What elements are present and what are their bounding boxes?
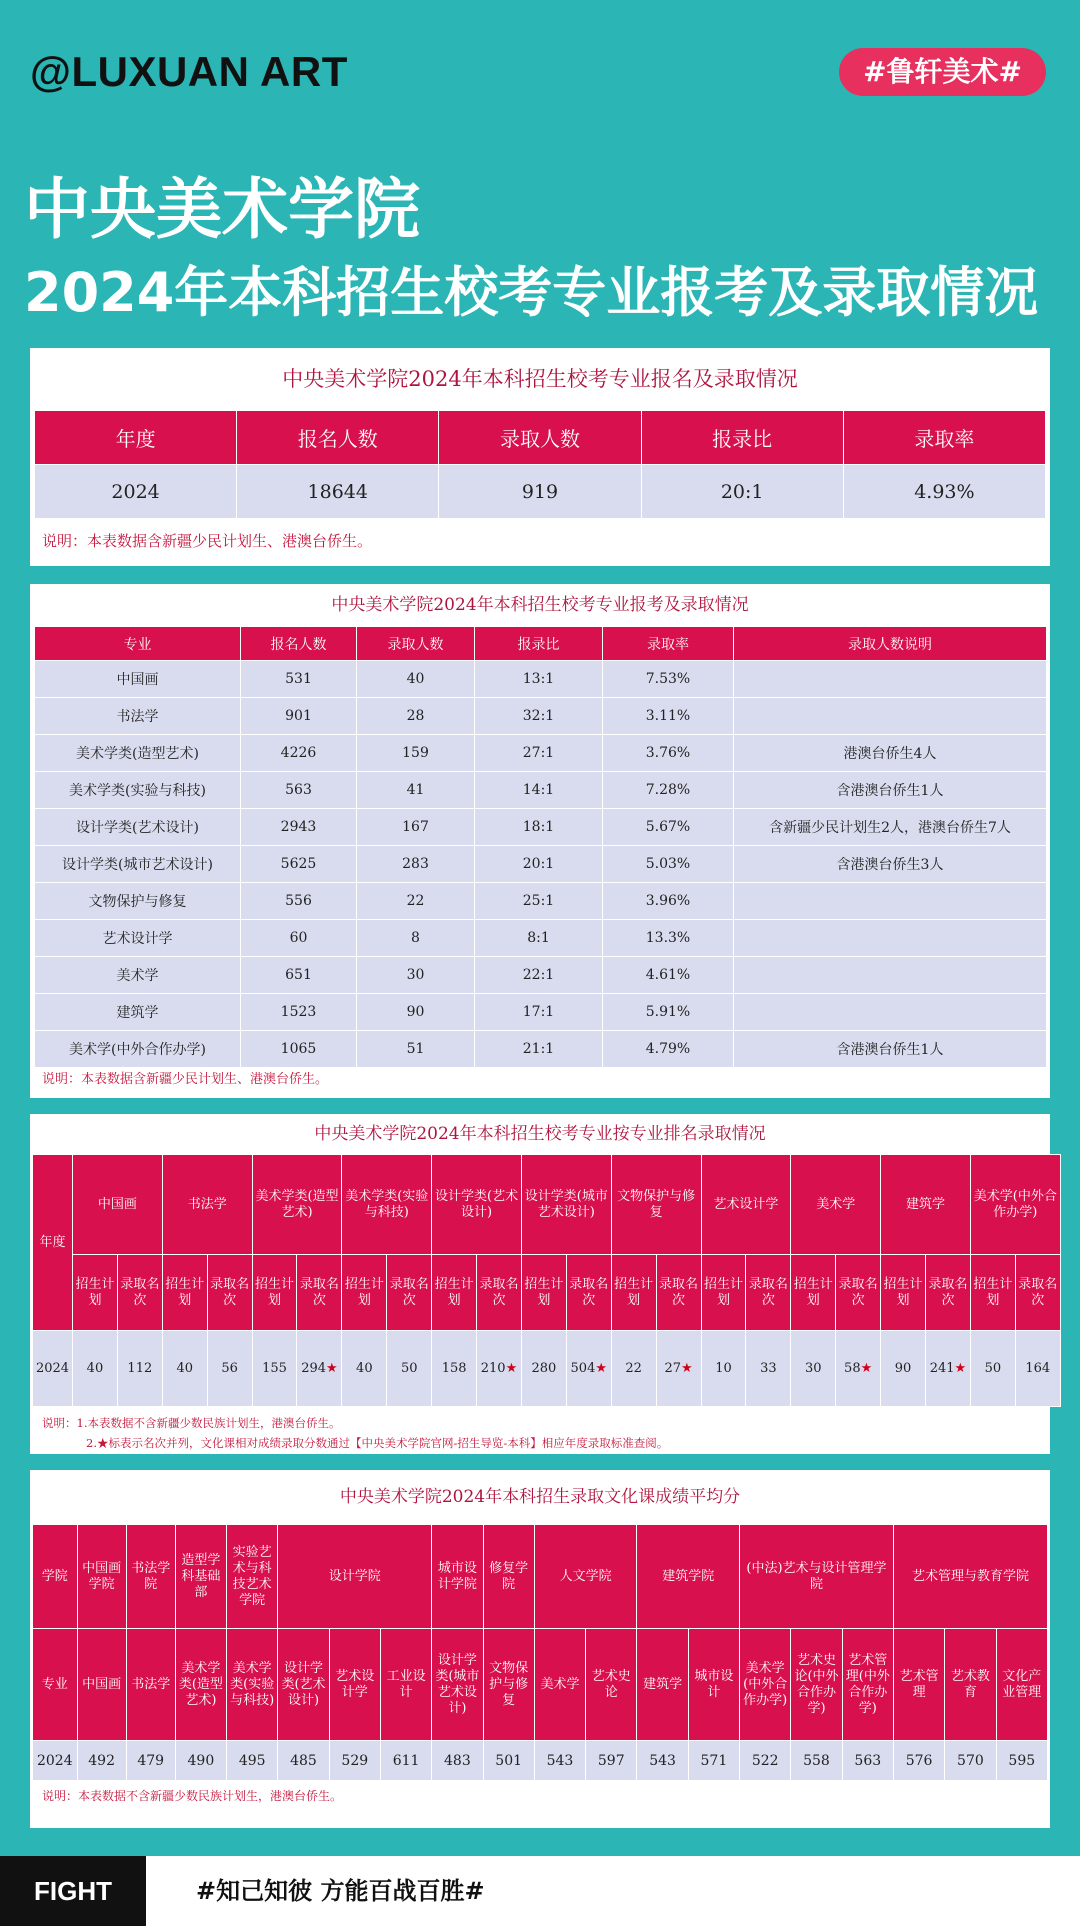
college-cell: 建筑学院 [637,1525,740,1629]
college-cell: (中法)艺术与设计管理学院 [740,1525,894,1629]
table-cell: 18:1 [475,809,603,846]
table-cell: 美术学 [35,957,241,994]
value-text: 58 [844,1361,861,1376]
major-cell: 艺术设计学 [329,1629,380,1741]
score-cell: 570 [945,1741,996,1781]
table-cell: 919 [439,465,641,519]
rank-header: 录取名次 [566,1255,611,1331]
score-cell: 495 [227,1741,278,1781]
table-cell: 含新疆少民计划生2人，港澳台侨生7人 [734,809,1047,846]
rank-header: 录取名次 [1015,1255,1060,1331]
table-cell [73,1331,118,1407]
table-cell: 18644 [237,465,439,519]
table-cell: 40 [357,661,475,698]
header-cell: 录取人数说明 [734,627,1047,661]
table-cell: 51 [357,1031,475,1068]
table-cell: 13:1 [475,661,603,698]
value-text: 112 [127,1361,153,1376]
table-cell: 30 [357,957,475,994]
table-cell: 4.93% [843,465,1045,519]
table-cell: 159 [357,735,475,772]
table-cell [881,1331,926,1407]
page-title: 中央美术学院 [24,171,420,248]
ranking-table-title: 中央美术学院2024年本科招生校考专业按专业排名录取情况 [314,1124,766,1144]
score-cell: 563 [842,1741,893,1781]
value-text: 10 [715,1361,732,1376]
value-text: 33 [760,1361,777,1376]
table-row [35,698,1047,735]
college-cell: 实验艺术与科技艺术学院 [227,1525,278,1629]
summary-card [30,348,1050,566]
header-cell: 专业 [35,627,241,661]
major-admission-table [34,626,1047,1068]
value-text: 27 [664,1361,681,1376]
table-row [35,735,1047,772]
score-cell: 576 [893,1741,944,1781]
major-cell: 文化产业管理 [996,1629,1047,1741]
table-cell: 90 [357,994,475,1031]
footer [0,1856,1080,1926]
table-row [35,883,1047,920]
star-icon: ★ [681,1361,693,1376]
rank-header: 录取名次 [117,1255,162,1331]
value-text: 40 [356,1361,373,1376]
header-cell: 录取率 [843,411,1045,465]
table-cell [297,1331,342,1407]
table-cell: 13.3% [603,920,734,957]
rank-header: 录取名次 [746,1255,791,1331]
table-cell: 4226 [241,735,357,772]
header-cell: 录取率 [603,627,734,661]
value-text: 30 [804,1361,822,1376]
ranking-table [32,1154,1061,1407]
table-cell: 32:1 [475,698,603,735]
table-cell: 41 [357,772,475,809]
table-cell: 建筑学 [35,994,241,1031]
major-header: 专业 [33,1629,78,1741]
table-cell [387,1331,432,1407]
table-cell: 3.76% [603,735,734,772]
table-cell: 21:1 [475,1031,603,1068]
star-icon: ★ [326,1361,338,1376]
score-cell: 483 [432,1741,483,1781]
table-header-row [33,1525,1048,1629]
header-cell: 报名人数 [237,411,439,465]
table-note: 说明：本表数据含新疆少民计划生、港澳台侨生。 [42,1072,329,1087]
major-cell: 美术学类(造型艺术) [175,1629,226,1741]
college-cell: 书法学院 [126,1525,175,1629]
table-note: 说明：本表数据含新疆少民计划生、港澳台侨生。 [42,532,373,550]
major-header: 设计学类(艺术设计) [432,1155,522,1255]
plan-header: 招生计划 [252,1255,297,1331]
table-cell: 5.67% [603,809,734,846]
ranking-card [30,1114,1058,1454]
college-cell: 人文学院 [534,1525,637,1629]
plan-header: 招生计划 [791,1255,836,1331]
value-text: 210 [480,1361,506,1376]
value-text: 294 [301,1361,327,1376]
table-cell: 中国画 [35,661,241,698]
table-cell: 563 [241,772,357,809]
rank-header: 录取名次 [926,1255,971,1331]
major-cell: 美术学类(实验与科技) [227,1629,278,1741]
score-cell: 595 [996,1741,1047,1781]
table-cell: 14:1 [475,772,603,809]
table-cell: 4.61% [603,957,734,994]
table-cell: 设计学类(艺术设计) [35,809,241,846]
major-admission-card [30,584,1050,1098]
rank-header: 录取名次 [207,1255,252,1331]
value-text: 241 [929,1361,955,1376]
table-cell [746,1331,791,1407]
plan-header: 招生计划 [342,1255,387,1331]
major-header: 中国画 [73,1155,163,1255]
score-cell: 485 [278,1741,329,1781]
table-cell: 含港澳台侨生1人 [734,772,1047,809]
college-cell: 设计学院 [278,1525,432,1629]
table-note: 说明：1.本表数据不含新疆少数民族计划生，港澳台侨生。 [42,1416,341,1430]
table-cell: 港澳台侨生4人 [734,735,1047,772]
major-header: 艺术设计学 [701,1155,791,1255]
plan-header: 招生计划 [881,1255,926,1331]
table-cell: 556 [241,883,357,920]
major-cell: 设计学类(城市艺术设计) [432,1629,483,1741]
table-cell [734,698,1047,735]
rank-header: 录取名次 [477,1255,522,1331]
major-cell: 城市设计 [688,1629,739,1741]
table-row [33,1331,1061,1407]
college-cell: 修复学院 [483,1525,534,1629]
table-cell: 60 [241,920,357,957]
table-row [35,957,1047,994]
rank-header: 录取名次 [387,1255,432,1331]
table-cell [734,661,1047,698]
table-row [35,1031,1047,1068]
star-icon: ★ [954,1361,967,1376]
table-cell [734,920,1047,957]
score-cell: 571 [688,1741,739,1781]
star-icon: ★ [505,1361,518,1376]
table-cell: 5.03% [603,846,734,883]
table-cell: 901 [241,698,357,735]
table-cell: 28 [357,698,475,735]
table-row [35,920,1047,957]
score-cell: 490 [175,1741,226,1781]
table-cell [734,883,1047,920]
table-cell: 美术学(中外合作办学) [35,1031,241,1068]
table-row [35,994,1047,1031]
college-cell: 造型学科基础部 [175,1525,226,1629]
value-text: 40 [86,1361,104,1376]
table-cell [701,1331,746,1407]
major-table-title: 中央美术学院2024年本科招生校考专业报考及录取情况 [331,595,749,615]
major-cell: 艺术管理(中外合作办学) [842,1629,893,1741]
table-row [35,846,1047,883]
table-cell: 20:1 [641,465,843,519]
value-text: 56 [221,1361,238,1376]
table-note: 说明：本表数据不含新疆少数民族计划生，港澳台侨生。 [42,1789,343,1803]
culture-score-table [32,1524,1048,1781]
table-cell: 1065 [241,1031,357,1068]
table-cell: 27:1 [475,735,603,772]
major-cell: 工业设计 [380,1629,431,1741]
summary-table [34,410,1046,519]
plan-header: 招生计划 [701,1255,746,1331]
star-icon: ★ [595,1361,608,1376]
table-cell [207,1331,252,1407]
table-cell: 283 [357,846,475,883]
header-cell: 报名人数 [241,627,357,661]
table-cell: 651 [241,957,357,994]
major-header: 文物保护与修复 [611,1155,701,1255]
table-cell: 167 [357,809,475,846]
table-cell [521,1331,566,1407]
major-cell: 书法学 [126,1629,175,1741]
table-cell: 3.11% [603,698,734,735]
table-cell: 美术学类(造型艺术) [35,735,241,772]
table-cell: 5625 [241,846,357,883]
table-cell: 22:1 [475,957,603,994]
value-text: 155 [262,1361,287,1376]
table-row [35,809,1047,846]
table-cell [611,1331,656,1407]
major-cell: 艺术史论 [586,1629,637,1741]
major-header: 美术学(中外合作办学) [970,1155,1060,1255]
culture-table-title: 中央美术学院2024年本科招生录取文化课成绩平均分 [339,1487,741,1507]
header-cell: 报录比 [641,411,843,465]
header-cell: 录取人数 [439,411,641,465]
score-cell: 522 [740,1741,791,1781]
value-text: 90 [894,1361,912,1376]
table-cell [117,1331,162,1407]
major-cell: 美术学 [534,1629,585,1741]
table-cell [656,1331,701,1407]
score-cell: 543 [637,1741,688,1781]
table-cell [791,1331,836,1407]
table-cell [734,957,1047,994]
table-header-row [35,411,1046,465]
score-cell: 501 [483,1741,534,1781]
score-cell: 597 [586,1741,637,1781]
plan-header: 招生计划 [611,1255,656,1331]
table-cell: 含港澳台侨生1人 [734,1031,1047,1068]
table-cell [477,1331,522,1407]
major-cell: 建筑学 [637,1629,688,1741]
value-text: 158 [441,1361,467,1376]
major-header: 美术学类(实验与科技) [342,1155,432,1255]
table-cell: 22 [357,883,475,920]
table-cell: 7.53% [603,661,734,698]
value-text: 22 [625,1361,642,1376]
table-cell: 8 [357,920,475,957]
score-cell: 492 [77,1741,126,1781]
table-subheader-row [33,1629,1048,1741]
plan-header: 招生计划 [521,1255,566,1331]
table-cell: 文物保护与修复 [35,883,241,920]
score-cell: 611 [380,1741,431,1781]
major-cell: 艺术教育 [945,1629,996,1741]
table-cell [926,1331,971,1407]
score-cell: 558 [791,1741,842,1781]
plan-header: 招生计划 [162,1255,207,1331]
table-cell: 5.91% [603,994,734,1031]
college-cell: 城市设计学院 [432,1525,483,1629]
year-cell: 2024 [33,1331,73,1407]
plan-header: 招生计划 [73,1255,118,1331]
table-cell: 4.79% [603,1031,734,1068]
value-text: 40 [176,1361,194,1376]
table-cell: 含港澳台侨生3人 [734,846,1047,883]
summary-table-title: 中央美术学院2024年本科招生校考专业报名及录取情况 [282,367,798,391]
value-text: 50 [984,1361,1002,1376]
header-cell: 录取人数 [357,627,475,661]
major-cell: 美术学(中外合作办学) [740,1629,791,1741]
rank-header: 录取名次 [297,1255,342,1331]
rank-header: 录取名次 [836,1255,881,1331]
table-cell: 3.96% [603,883,734,920]
table-cell: 书法学 [35,698,241,735]
star-icon: ★ [860,1361,873,1376]
score-cell: 529 [329,1741,380,1781]
plan-header: 招生计划 [432,1255,477,1331]
table-cell [836,1331,881,1407]
table-cell: 17:1 [475,994,603,1031]
value-text: 280 [531,1361,557,1376]
footer-badge: FIGHT [0,1856,146,1926]
major-cell: 艺术史论(中外合作办学) [791,1629,842,1741]
year-header: 年度 [33,1155,73,1331]
footer-slogan: #知己知彼 方能百战百胜# [196,1877,485,1905]
table-cell: 美术学类(实验与科技) [35,772,241,809]
table-header-row [35,627,1047,661]
year-cell: 2024 [33,1741,78,1781]
table-cell: 艺术设计学 [35,920,241,957]
table-row [35,465,1046,519]
score-cell: 479 [126,1741,175,1781]
table-cell: 8:1 [475,920,603,957]
table-header-row [33,1155,1061,1255]
table-cell [970,1331,1015,1407]
major-cell: 中国画 [77,1629,126,1741]
table-cell: 20:1 [475,846,603,883]
rank-header: 录取名次 [656,1255,701,1331]
value-text: 164 [1025,1361,1051,1376]
table-cell [432,1331,477,1407]
table-row [35,772,1047,809]
page-subtitle: 2024年本科招生校考专业报考及录取情况 [24,261,1039,324]
plan-header: 招生计划 [970,1255,1015,1331]
table-cell: 2024 [35,465,237,519]
table-subheader-row [33,1255,1061,1331]
table-cell [1015,1331,1060,1407]
college-cell: 中国画学院 [77,1525,126,1629]
major-cell: 文物保护与修复 [483,1629,534,1741]
major-header: 建筑学 [881,1155,971,1255]
college-cell: 艺术管理与教育学院 [893,1525,1047,1629]
table-cell [566,1331,611,1407]
major-header: 美术学 [791,1155,881,1255]
table-cell [342,1331,387,1407]
major-cell: 艺术管理 [893,1629,944,1741]
major-cell: 设计学类(艺术设计) [278,1629,329,1741]
value-text: 504 [570,1361,596,1376]
table-row [33,1741,1048,1781]
hashtag-badge: #鲁轩美术# [839,48,1046,96]
value-text: 50 [400,1361,418,1376]
major-header: 书法学 [162,1155,252,1255]
table-cell: 25:1 [475,883,603,920]
table-cell [252,1331,297,1407]
header-cell: 报录比 [475,627,603,661]
table-note: 2.★标表示名次并列，文化课相对成绩录取分数通过【中央美术学院官网-招生导览-本科】相应年度录取标准查阅。 [86,1436,669,1450]
table-cell [162,1331,207,1407]
table-cell: 设计学类(城市艺术设计) [35,846,241,883]
table-cell: 531 [241,661,357,698]
brand-handle: @LUXUAN ART [30,48,348,95]
major-header: 美术学类(造型艺术) [252,1155,342,1255]
table-cell: 7.28% [603,772,734,809]
major-header: 设计学类(城市艺术设计) [521,1155,611,1255]
college-header: 学院 [33,1525,78,1629]
culture-score-card [30,1470,1050,1828]
table-cell: 2943 [241,809,357,846]
table-cell: 1523 [241,994,357,1031]
table-cell [734,994,1047,1031]
header-cell: 年度 [35,411,237,465]
table-row [35,661,1047,698]
score-cell: 543 [534,1741,585,1781]
